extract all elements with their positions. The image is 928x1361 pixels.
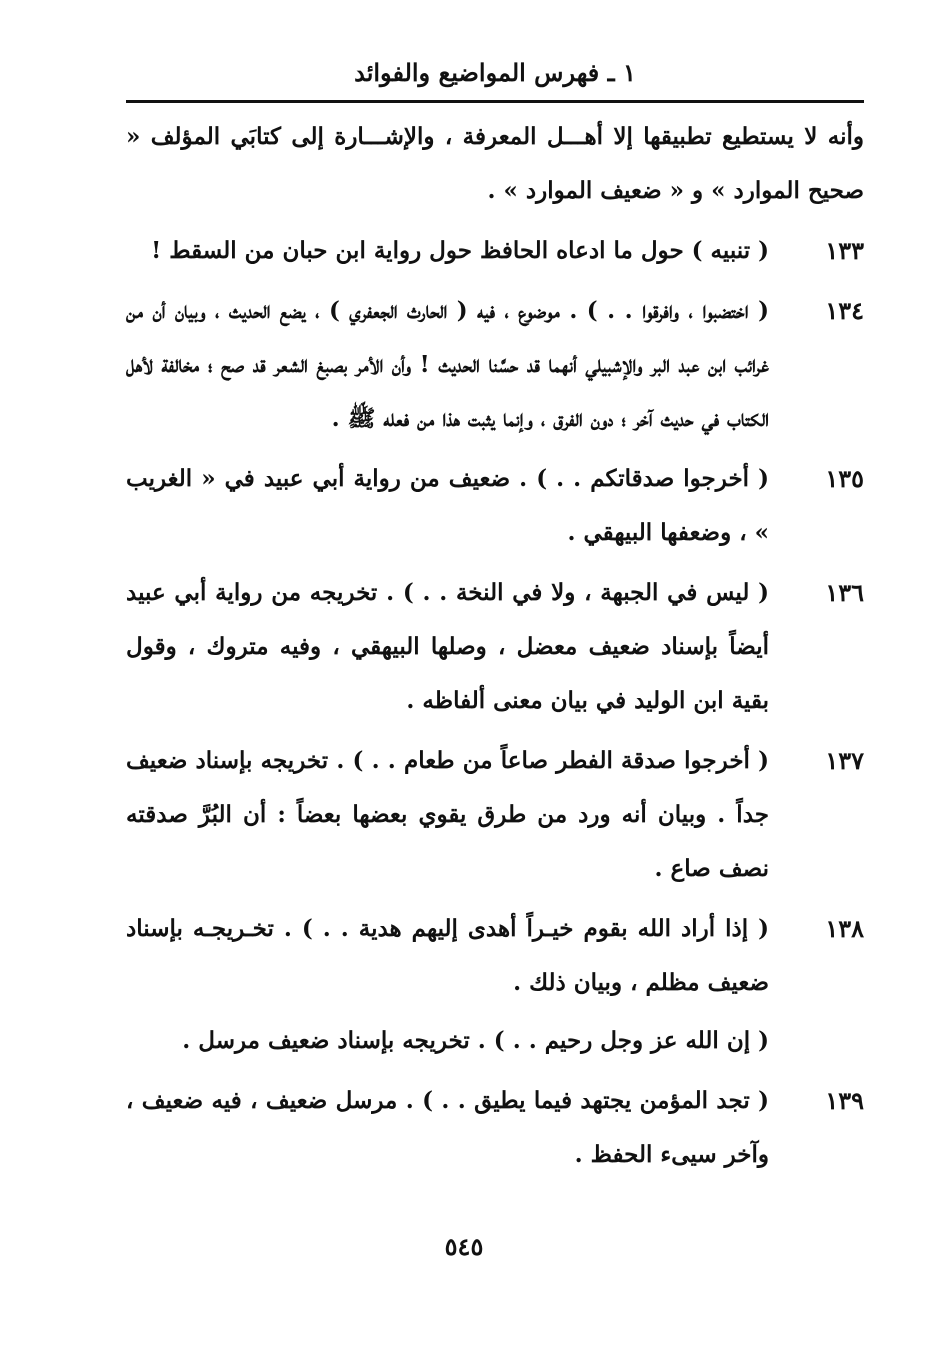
entry-number: ١٣٥ xyxy=(825,464,864,493)
entry-number: ١٣٧ xyxy=(825,746,864,775)
index-sub-entry-138 xyxy=(126,1014,864,1068)
running-header-title: ١ ـ فهرس المواضيع والفوائد xyxy=(354,58,636,87)
entry-number: ١٣٨ xyxy=(825,914,864,943)
entry-text: ( تجد المؤمن يجتهد فيما يطيق . . ) . مرسل ضعيف ، فيه ضعيف ، وآخر سيىء الحفظ . xyxy=(126,1087,769,1168)
entry-text: ( تنبيه ) حول ما ادعاه الحافظ حول رواية ابن حبان من السقط ! xyxy=(151,237,769,264)
index-entry-136 xyxy=(126,566,864,728)
index-entry-138 xyxy=(126,902,864,1010)
index-entry-137 xyxy=(126,734,864,896)
entry-number: ١٣٣ xyxy=(825,236,864,265)
entry-text: ( إن الله عز وجل رحيم . . ) . تخريجه بإسناد ضعيف مرسل . xyxy=(182,1027,769,1054)
index-entry-139 xyxy=(126,1074,864,1182)
entry-number: ١٣٩ xyxy=(825,1086,864,1115)
entry-number-empty xyxy=(769,1014,864,1068)
entry-text: ( اختضبوا ، وافرقوا . . ) . موضوع ، فيه ( الحارث الجعفري ) ، يضع الحديث ، وبيان أن من غرائب ابن عبد البر والإشبيلي أنهما قد حسَّنا الحديث ! وأن الأمر بصبغ الشعر قد صح ؛ مخالفة لأهل الكتاب في حديث آخر ؛ دون الفرق ، وإنما يثبت هذا من فعله ﷺ . xyxy=(126,297,769,432)
header-rule xyxy=(126,100,864,103)
entry-number: ١٣٤ xyxy=(825,296,864,325)
continuation-paragraph: وأنه لا يستطيع تطبيقها إلا أهـــل المعرفة ، والإشـــارة إلى كتابَي المؤلف « صحيح الموارد » و « ضعيف الموارد » . xyxy=(126,123,864,204)
index-entry-134 xyxy=(126,284,864,446)
index-entry-133 xyxy=(126,224,864,278)
page-number: ٥٤٥ xyxy=(444,1232,484,1261)
index-content xyxy=(126,110,864,1182)
entry-text: ( ليس في الجبهة ، ولا في النخة . . ) . تخريجه من رواية أبي عبيد أيضاً بإسناد ضعيف معضل ، وصلها البيهقي ، وفيه متروك ، وقول بقية ابن الوليد في بيان معنى ألفاظه . xyxy=(126,579,769,714)
entry-text: ( أخرجوا صدقاتكم . . ) . ضعيف من رواية أبي عبيد في « الغريب » ، وضعفها البيهقي . xyxy=(126,465,769,546)
entry-number: ١٣٦ xyxy=(825,578,864,607)
entry-text: ( إذا أراد الله بقوم خيـراً أهدى إليهم هدية . . ) . تخـريجـه بإسناد ضعيف مظلم ، وبيان ذلك . xyxy=(126,915,769,996)
index-entry-135 xyxy=(126,452,864,560)
entry-text: ( أخرجوا صدقة الفطر صاعاً من طعام . . ) . تخريجه بإسناد ضعيف جداً . وبيان أنه ورد من طرق يقوي بعضها بعضاً : أن البُرَّ صدقته نصف صاع . xyxy=(126,747,769,882)
